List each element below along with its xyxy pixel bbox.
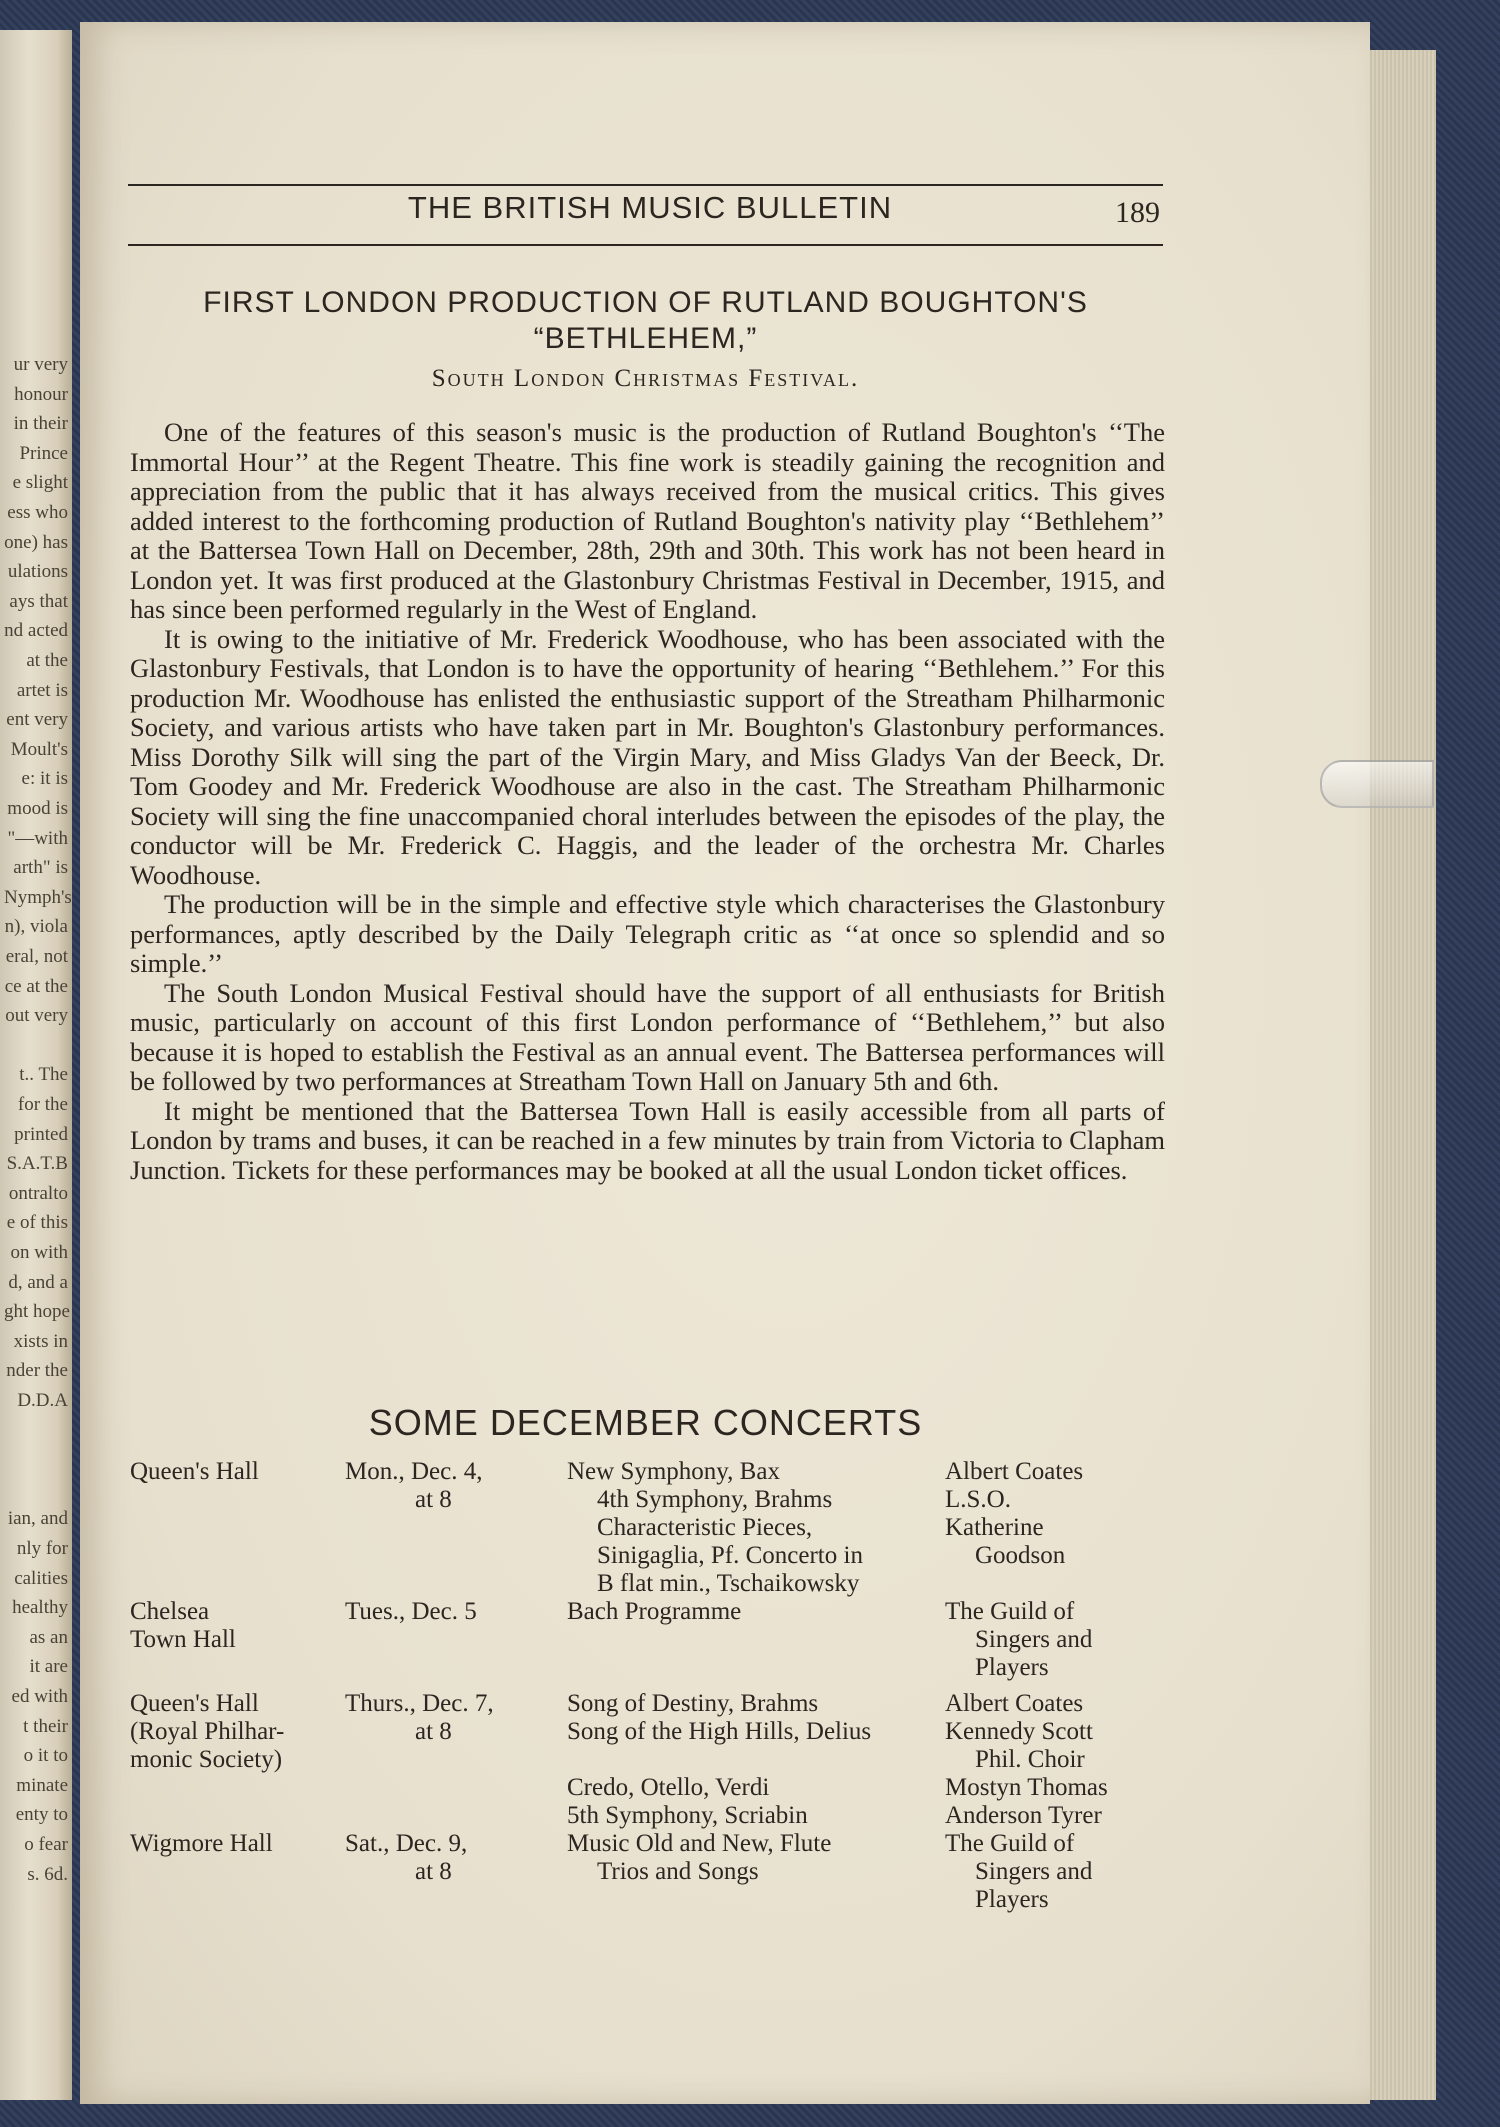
facing-page-fragment: ce at the	[4, 975, 68, 997]
facing-page-fragment: Moult's	[10, 738, 68, 760]
facing-page-fragment: s. 6d.	[27, 1863, 68, 1885]
concert-programme-line: Music Old and New, Flute	[567, 1830, 832, 1857]
facing-page-fragment: S.A.T.B	[6, 1153, 68, 1175]
paragraph: The production will be in the simple and effective style which characterises the Glastonbury performances, aptly described by the Daily Telegraph critic as ‘‘at once so splendid and so simple.’’	[130, 889, 1165, 978]
concert-programme	[567, 1458, 945, 1598]
concert-venue	[130, 1458, 345, 1486]
facing-page-fragment: ed with	[11, 1686, 68, 1707]
concert-venue-line: Wigmore Hall	[130, 1830, 273, 1857]
article-title-line: FIRST LONDON PRODUCTION OF RUTLAND BOUGHTON'S	[203, 286, 1088, 319]
concert-date	[345, 1458, 567, 1514]
concert-performers	[945, 1598, 1165, 1682]
facing-page-fragment: t.. The	[19, 1064, 68, 1086]
facing-page-fragment: xists in	[13, 1330, 68, 1352]
paragraph: It might be mentioned that the Battersea Town Hall is easily accessible from all parts of London by trams and buses, it can be reached in a few minutes by train from Victoria to Clapham Junction. Tickets for these performances may be booked at all the usual London ticket offices.	[130, 1095, 1165, 1185]
concert-performers-line: Mostyn Thomas	[945, 1774, 1108, 1801]
concert-date	[345, 1830, 567, 1886]
concert-programme-line: Credo, Otello, Verdi	[567, 1774, 770, 1801]
facing-page-fragment: enty to	[15, 1804, 68, 1826]
concert-performers	[945, 1458, 1165, 1570]
concert-programme-line: Characteristic Pieces,	[597, 1514, 813, 1541]
facing-page-fragment: Nymph's	[4, 886, 72, 908]
concert-date-line: at 8	[415, 1486, 452, 1513]
concert-date-line: Sat., Dec. 9,	[345, 1830, 468, 1857]
concert-performers-line: The Guild of	[945, 1598, 1075, 1625]
facing-page-fragment: out very	[5, 1005, 68, 1027]
facing-page-fragment: on with	[10, 1242, 68, 1263]
facing-page-fragment: ulations	[7, 561, 68, 583]
facing-page-fragment: ght hope	[4, 1301, 70, 1323]
concert-performers-line: Albert Coates	[945, 1690, 1084, 1717]
concert-venue-line: monic Society)	[130, 1746, 283, 1773]
concert-performers-line: Players	[975, 1886, 1049, 1913]
facing-page-fragment: ays that	[9, 590, 68, 612]
concert-performers-line: Kennedy Scott	[945, 1718, 1093, 1745]
concert-programme-line: Song of Destiny, Brahms	[567, 1690, 819, 1717]
concert-performers-line: Katherine	[945, 1514, 1044, 1541]
concert-performers-line: Anderson Tyrer	[945, 1802, 1102, 1829]
concert-venue	[130, 1598, 345, 1654]
concert-programme-line	[567, 1746, 945, 1774]
facing-page-fragment: artet is	[16, 679, 68, 701]
concert-programme-line: New Symphony, Bax	[567, 1458, 780, 1485]
concert-row	[130, 1598, 1165, 1682]
facing-page-fragment: one) has	[4, 531, 68, 553]
facing-page-fragment: eral, not	[5, 946, 68, 967]
concert-venue-line: Queen's Hall	[130, 1690, 259, 1717]
concert-date	[345, 1598, 567, 1626]
facing-page-fragment: printed	[14, 1123, 68, 1145]
facing-page-fragment: for the	[17, 1094, 68, 1115]
concert-venue-line: (Royal Philhar-	[130, 1718, 285, 1745]
page-number: 189	[1115, 196, 1160, 229]
running-head: THE BRITISH MUSIC BULLETIN	[407, 190, 893, 225]
concert-performers-line: Singers and	[975, 1626, 1093, 1653]
facing-page-fragment: D.D.A	[17, 1390, 68, 1411]
facing-page-fragment: t their	[23, 1715, 68, 1737]
concert-date-line: at 8	[415, 1858, 452, 1885]
facing-page	[0, 30, 72, 2100]
facing-page-fragment: n), viola	[4, 916, 68, 938]
article-title	[128, 285, 1163, 357]
concert-venue-line: Queen's Hall	[130, 1458, 259, 1485]
facing-page-fragment: arth" is	[13, 857, 68, 879]
concert-programme-line: B flat min., Tschaikowsky	[597, 1570, 860, 1597]
concert-performers	[945, 1830, 1165, 1914]
concert-programme-line: Trios and Songs	[597, 1858, 759, 1885]
facing-page-fragment: minate	[16, 1774, 68, 1796]
concert-performers-line: Albert Coates	[945, 1458, 1084, 1485]
facing-page-fragment: nder the	[6, 1360, 68, 1382]
concert-performers-line: Phil. Choir	[975, 1746, 1085, 1773]
concert-venue-line: Town Hall	[130, 1626, 236, 1653]
paragraph: It is owing to the initiative of Mr. Frederick Woodhouse, who has been associated with the Glastonbury Festivals, that London is to have the opportunity of hearing ‘‘Bethlehem.’’ For this production Mr. Woodhouse has enlisted the enthusiastic support of the Streatham Philharmonic Society, and various artists who have taken part in Mr. Boughton's Glastonbury performances. Miss Dorothy Silk will sing the part of the Virgin Mary, and Miss Gladys Van der Beeck, Dr. Tom Goodey and Mr. Frederick Woodhouse are also in the cast. The Streatham Philharmonic Society will sing the fine unaccompanied choral interludes between the episodes of the play, the conductor will be Mr. Frederick C. Haggis, and the leader of the orchestra Mr. Charles Woodhouse.	[130, 623, 1165, 890]
facing-page-fragment: e of this	[6, 1212, 68, 1234]
facing-page-fragment: it are	[29, 1656, 68, 1678]
facing-page-fragment: o fear	[24, 1834, 68, 1855]
facing-page-fragment: ian, and	[7, 1508, 68, 1530]
concert-performers-line: L.S.O.	[945, 1486, 1011, 1513]
article-body	[130, 418, 1165, 1185]
concert-programme-line: Bach Programme	[567, 1598, 742, 1625]
facing-page-fragment: ess who	[7, 502, 68, 523]
concert-venue	[130, 1830, 345, 1858]
concert-performers-line: Goodson	[975, 1542, 1066, 1569]
concert-programme	[567, 1598, 945, 1626]
facing-page-fragment: e slight	[12, 472, 68, 494]
concerts-table	[130, 1458, 1165, 1914]
concert-performers	[945, 1690, 1165, 1830]
concert-row	[130, 1830, 1165, 1914]
facing-page-fragment: in their	[13, 413, 68, 435]
concert-performers-line: Players	[975, 1654, 1049, 1681]
facing-page-fragment: calities	[14, 1567, 68, 1589]
facing-page-fragment: healthy	[12, 1597, 68, 1619]
article-subtitle: South London Christmas Festival.	[431, 365, 860, 392]
facing-page-fragment: nly for	[16, 1538, 68, 1559]
facing-page-fragment: o it to	[23, 1745, 68, 1767]
facing-page-fragment: as an	[29, 1626, 68, 1648]
facing-page-fragment: ent very	[6, 709, 68, 731]
concert-programme-line: Sinigaglia, Pf. Concerto in	[597, 1542, 863, 1569]
concerts-title: SOME DECEMBER CONCERTS	[368, 1402, 923, 1443]
facing-page-fragment: at the	[26, 650, 68, 671]
concert-programme	[567, 1830, 945, 1886]
facing-page-fragment: "—with	[7, 827, 68, 849]
concert-date	[345, 1690, 567, 1746]
concert-performers-line: The Guild of	[945, 1830, 1075, 1857]
article-title-line: “BETHLEHEM,”	[533, 322, 758, 355]
concert-programme-line: 5th Symphony, Scriabin	[567, 1802, 808, 1829]
concert-performers-line: Singers and	[975, 1858, 1093, 1885]
header-rule-top	[128, 184, 1163, 186]
facing-page-fragment: Prince	[19, 442, 68, 464]
facing-page-fragment: honour	[14, 383, 68, 405]
facing-page-fragment: ur very	[13, 354, 68, 375]
header-rule-bottom	[128, 244, 1163, 246]
facing-page-fragment: nd acted	[4, 620, 68, 642]
concert-date-line: Mon., Dec. 4,	[345, 1458, 483, 1485]
facing-page-fragment: ontralto	[8, 1182, 68, 1204]
concert-programme-line: Song of the High Hills, Delius	[567, 1718, 872, 1745]
concert-date-line: Thurs., Dec. 7,	[345, 1690, 494, 1717]
concert-programme-line: 4th Symphony, Brahms	[597, 1486, 833, 1513]
facing-page-fragment: e: it is	[21, 768, 68, 790]
paragraph: The South London Musical Festival should have the support of all enthusiasts for British music, particularly on account of this first London performance of ‘‘Bethlehem,’’ but also because it is hoped to establish the Festival as an annual event. The Battersea performances will be followed by two performances at Streatham Town Hall on January 5th and 6th.	[130, 977, 1165, 1096]
paragraph: One of the features of this season's music is the production of Rutland Boughton's ‘‘The Immortal Hour’’ at the Regent Theatre. This fine work is steadily gaining the recognition and appreciation from the public that it has always received from the musical critics. This gives added interest to the forthcoming production of Rutland Boughton's nativity play ‘‘Bethlehem’’ at the Battersea Town Hall on December, 28th, 29th and 30th. This work has not been heard in London yet. It was first produced at the Glastonbury Christmas Festival in December, 1915, and has since been performed regularly in the West of England.	[130, 417, 1165, 624]
concert-venue	[130, 1690, 345, 1774]
concert-programme	[567, 1690, 945, 1830]
concert-row	[130, 1458, 1165, 1598]
facing-page-fragment: d, and a	[8, 1271, 68, 1293]
concert-row	[130, 1690, 1165, 1830]
concert-date-line: at 8	[415, 1718, 452, 1745]
facing-page-fragment: mood is	[7, 798, 68, 819]
concert-venue-line: Chelsea	[130, 1598, 210, 1625]
concert-date-line: Tues., Dec. 5	[345, 1598, 477, 1625]
page-clip	[1320, 760, 1434, 808]
